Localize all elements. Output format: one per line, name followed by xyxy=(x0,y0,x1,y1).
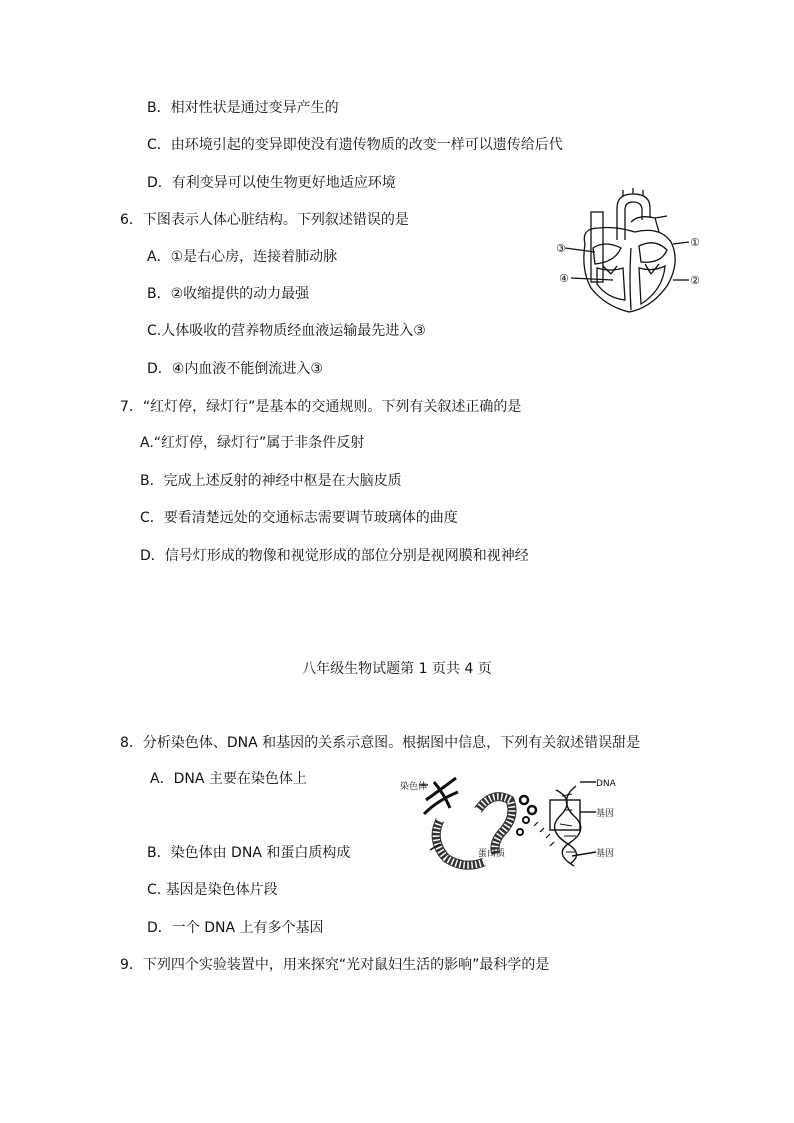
q7-stem: 7．“红灯停，绿灯行”是基本的交通规则。下列有关叙述正确的是 xyxy=(120,399,522,415)
q6-option-b: B．②收缩提供的动力最强 xyxy=(147,286,310,302)
page-footer: 八年级生物试题第 1 页共 4 页 xyxy=(302,661,492,677)
label-gene-2: 基因 xyxy=(596,849,615,859)
q5-option-d: D．有利变异可以使生物更好地适应环境 xyxy=(147,175,396,191)
q6-option-a: A．①是右心房，连接着肺动脉 xyxy=(147,249,338,265)
heart-drawing xyxy=(555,188,705,318)
heart-label-2: ② xyxy=(690,274,700,287)
label-protein: 蛋白质 xyxy=(478,849,506,859)
q7-option-c: C．要看清楚远处的交通标志需要调节玻璃体的曲度 xyxy=(140,510,458,526)
q7-option-b: B．完成上述反射的神经中枢是在大脑皮质 xyxy=(140,473,402,489)
label-gene: 基因 xyxy=(596,809,615,819)
q9-stem: 9．下列四个实验装置中，用来探究“光对鼠妇生活的影响”最科学的是 xyxy=(120,957,550,973)
q8-option-b: B．染色体由 DNA 和蛋白质构成 xyxy=(147,845,351,861)
q8-option-d: D．一个 DNA 上有多个基因 xyxy=(147,920,324,936)
q8-option-a: A．DNA 主要在染色体上 xyxy=(150,771,307,787)
q6-option-c: C.人体吸收的营养物质经血液运输最先进入③ xyxy=(147,323,426,339)
q6-option-d: D．④内血液不能倒流进入③ xyxy=(147,361,323,377)
q8-option-c: C. 基因是染色体片段 xyxy=(147,882,278,898)
q8-stem: 8．分析染色体、DNA 和基因的关系示意图。根据图中信息，下列有关叙述错误甜是 xyxy=(120,735,641,751)
heart-diagram xyxy=(555,188,705,318)
q5-option-c: C．由环境引起的变异即使没有遗传物质的改变一样可以遗传给后代 xyxy=(147,137,563,153)
q7-option-d: D．信号灯形成的物像和视觉形成的部位分别是视网膜和视神经 xyxy=(140,548,529,564)
heart-label-3: ③ xyxy=(556,242,566,255)
q7-option-a: A.“红灯停，绿灯行”属于非条件反射 xyxy=(140,435,365,451)
q5-option-b: B．相对性状是通过变异产生的 xyxy=(147,100,339,116)
heart-label-1: ① xyxy=(690,236,700,249)
chromosome-diagram xyxy=(400,770,620,870)
q6-stem: 6．下图表示人体心脏结构。下列叙述错误的是 xyxy=(120,212,409,228)
chromosome-drawing xyxy=(400,770,620,870)
label-dna: DNA xyxy=(596,779,616,789)
label-chromosome: 染色体 xyxy=(400,782,428,792)
heart-label-4: ④ xyxy=(559,272,569,285)
